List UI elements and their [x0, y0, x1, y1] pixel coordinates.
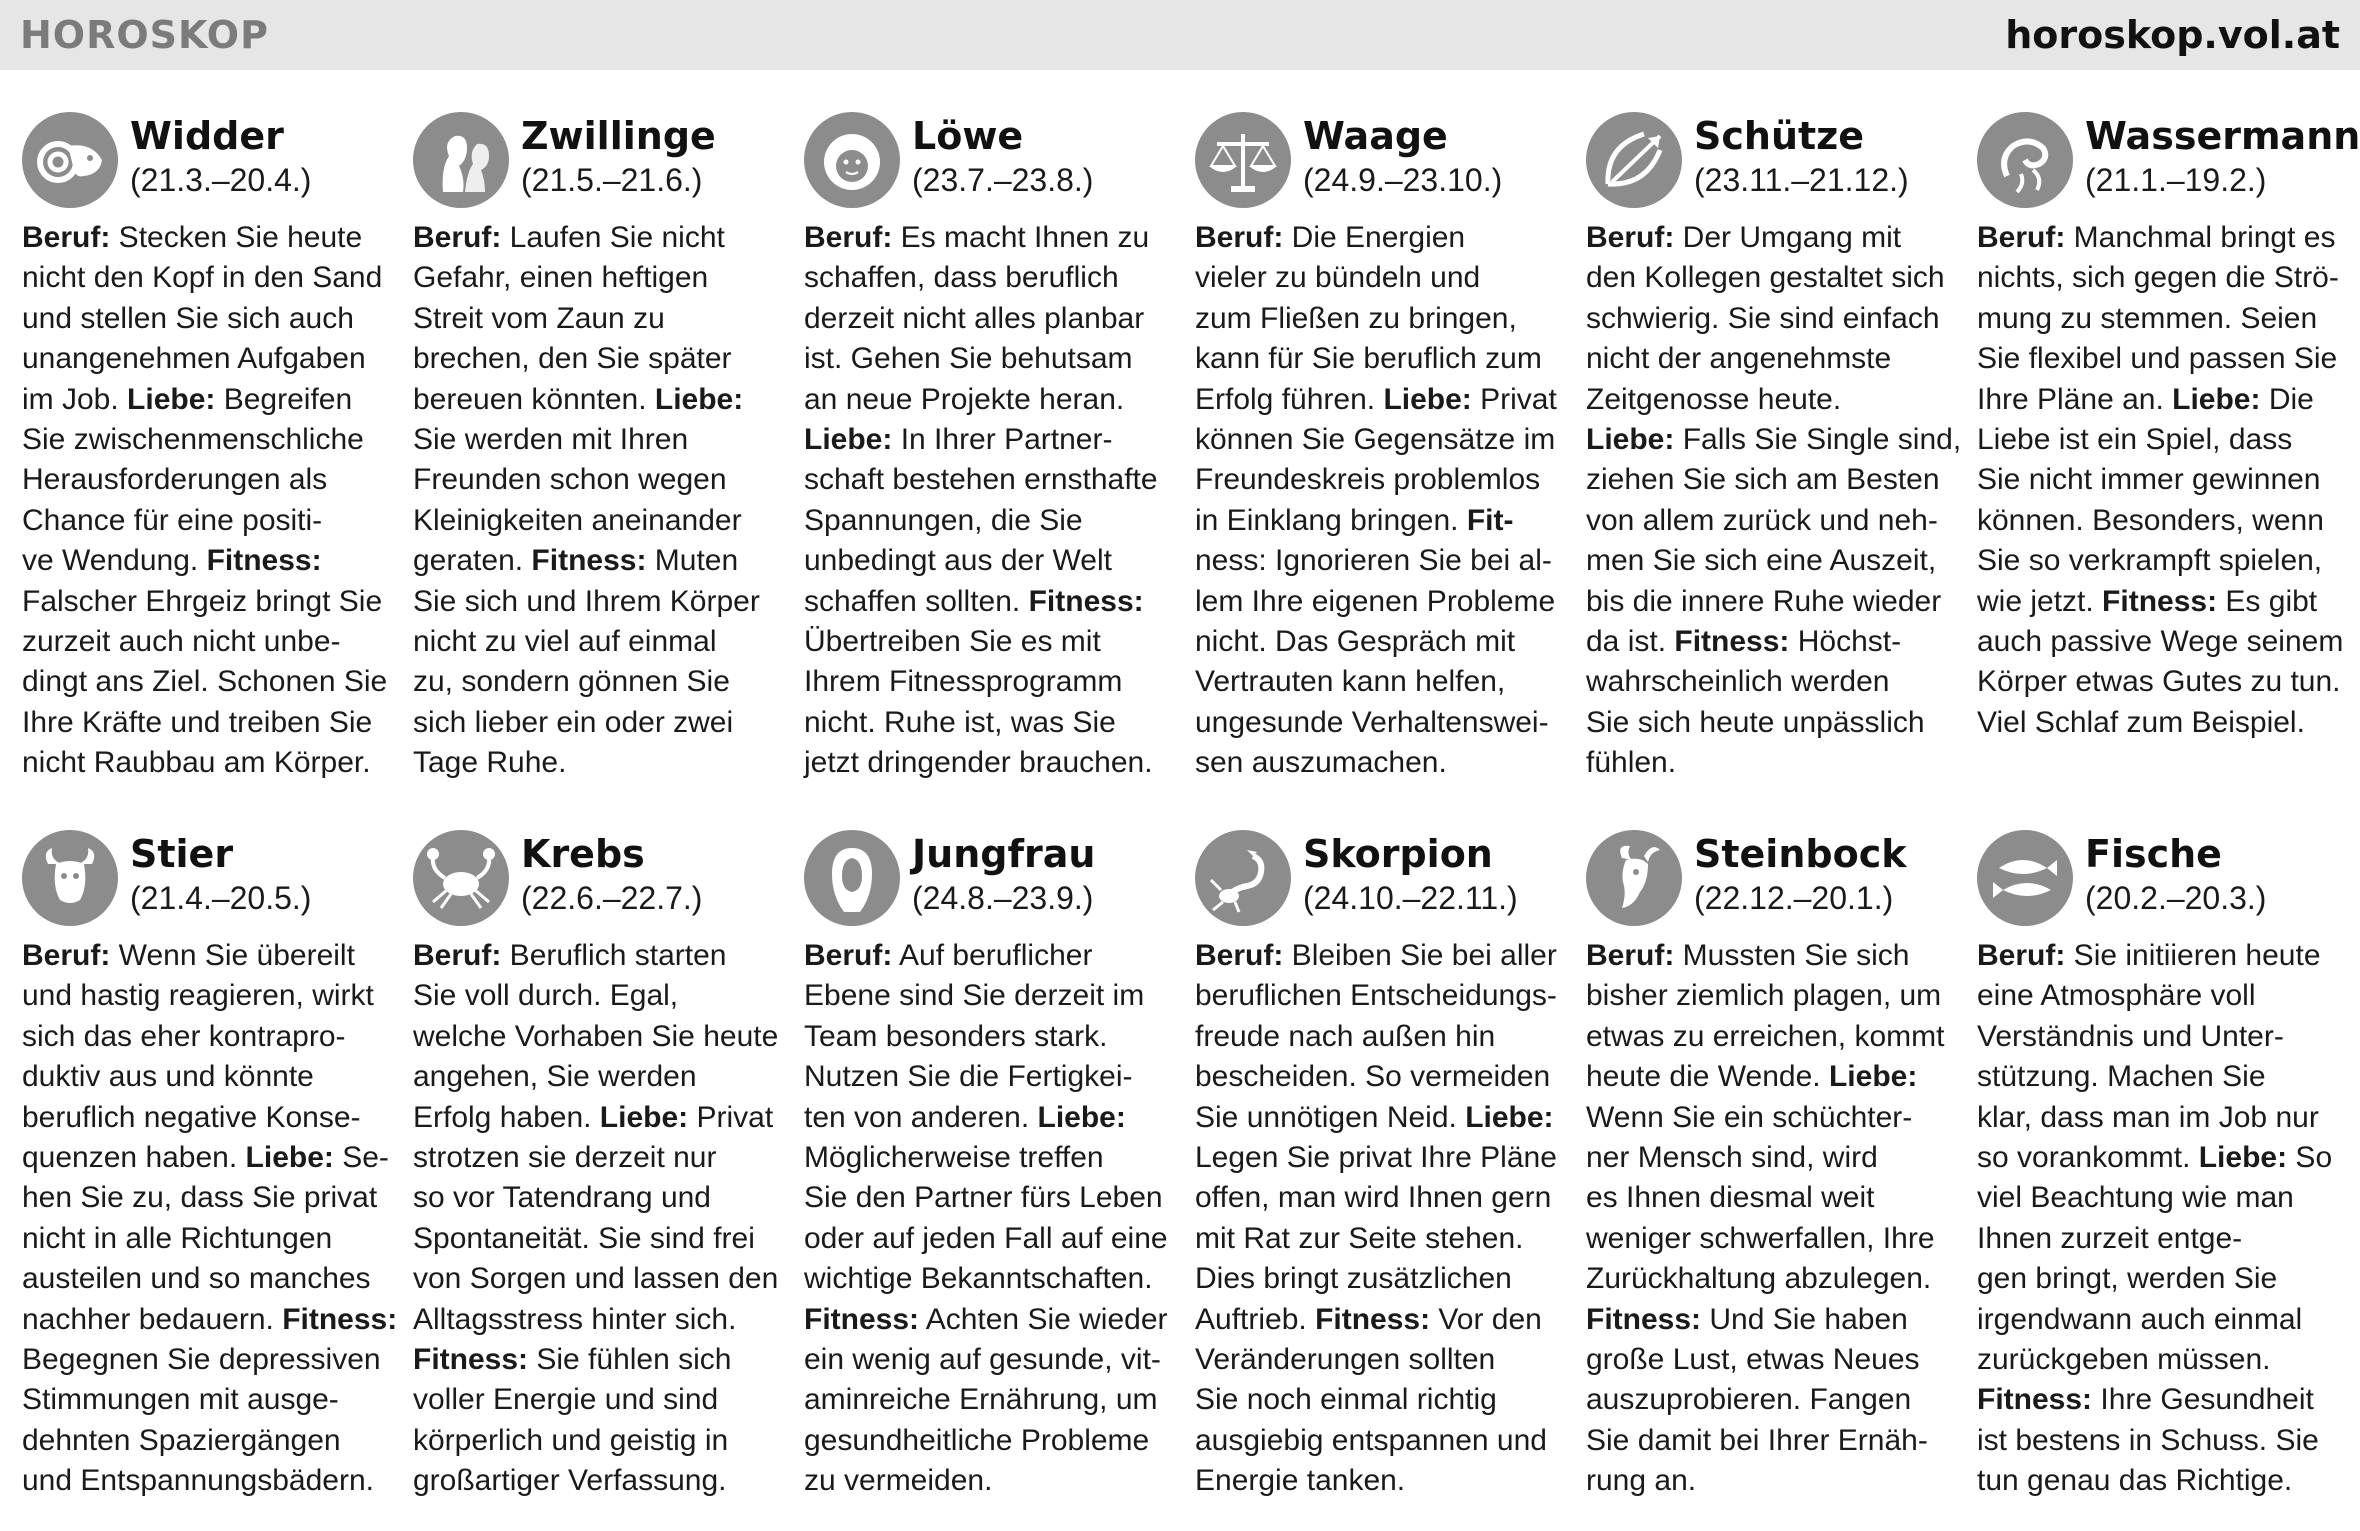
text-line: irgendwann auch einmal: [1977, 1302, 2303, 1336]
text-line: Kleinigkeiten aneinander: [413, 503, 742, 537]
text-line: an neue Projekte heran.: [804, 382, 1125, 416]
text-line: Erfolg führen. Liebe: Privat: [1195, 382, 1557, 416]
text-line: ein wenig auf gesunde, vit-: [804, 1343, 1161, 1377]
text-line: Sie noch einmal richtig: [1195, 1383, 1497, 1417]
text-line: unangenehmen Aufgaben: [22, 342, 366, 376]
text-line: Verständnis und Unter-: [1977, 1019, 2284, 1053]
text-line: nicht zu viel auf einmal: [413, 625, 717, 659]
text-line: nichts, sich gegen die Strö-: [1977, 261, 2339, 295]
text-line: gesundheitliche Probleme: [804, 1423, 1150, 1457]
sign-header: [1977, 830, 2345, 930]
sign-header: [804, 830, 1172, 930]
text-line: Beruf: Wenn Sie übereilt: [22, 939, 355, 972]
sign-card-krebs: [413, 830, 781, 1502]
text-line: viel Beachtung wie man: [1977, 1181, 2294, 1215]
sign-name: Widder: [130, 114, 284, 158]
text-line: von allem zurück und neh-: [1586, 503, 1938, 537]
sign-dates: (24.8.–23.9.): [912, 880, 1094, 916]
text-line: Zeitgenosse heute.: [1586, 382, 1842, 416]
text-line: nicht. Das Gespräch mit: [1195, 625, 1516, 659]
text-line: Beruf: Laufen Sie nicht: [413, 221, 725, 254]
sign-name: Waage: [1303, 114, 1448, 158]
sign-card-löwe: [804, 112, 1172, 784]
text-line: mung zu stemmen. Seien: [1977, 301, 2318, 335]
sign-name: Wassermann: [2085, 114, 2360, 158]
text-line: Alltagsstress hinter sich.: [413, 1302, 737, 1336]
sign-dates: (22.6.–22.7.): [521, 880, 703, 916]
sign-card-stier: [22, 830, 398, 1502]
sign-header: [413, 830, 781, 930]
sign-text: [804, 936, 1172, 1502]
text-line: oder auf jeden Fall auf eine: [804, 1221, 1168, 1255]
sign-name: Zwillinge: [521, 114, 716, 158]
text-line: rung an.: [1586, 1464, 1697, 1498]
text-line: weniger schwerfallen, Ihre: [1586, 1221, 1935, 1255]
text-line: so vor Tatendrang und: [413, 1181, 711, 1215]
text-line: stützung. Machen Sie: [1977, 1060, 2266, 1094]
text-line: offen, man wird Ihnen gern: [1195, 1181, 1552, 1215]
text-line: welche Vorhaben Sie heute: [413, 1019, 779, 1053]
text-line: Gefahr, einen heftigen: [413, 261, 709, 295]
text-line: beruflichen Entscheidungs-: [1195, 979, 1557, 1013]
text-line: es Ihnen diesmal weit: [1586, 1181, 1875, 1215]
sign-text: [804, 218, 1172, 784]
sign-header: [22, 830, 390, 930]
text-line: von Sorgen und lassen den: [413, 1262, 779, 1296]
text-line: nicht der angenehmste: [1586, 342, 1892, 376]
text-line: und stellen Sie sich auch: [22, 301, 354, 335]
sign-text: [22, 218, 390, 784]
sign-dates: (21.1.–19.2.): [2085, 162, 2267, 198]
sign-header: [1586, 830, 1954, 930]
sign-card-fische: [1977, 830, 2345, 1502]
sign-header: [1195, 830, 1563, 930]
text-line: quenzen haben. Liebe: Se-: [22, 1141, 389, 1175]
text-line: men Sie sich eine Auszeit,: [1586, 544, 1937, 578]
text-line: Spannungen, die Sie: [804, 503, 1083, 537]
sign-card-steinbock: [1586, 830, 1954, 1502]
text-line: sich lieber ein oder zwei: [413, 705, 734, 739]
twins-icon: [413, 112, 509, 208]
page-header: [0, 0, 2360, 70]
sign-header: [1195, 112, 1563, 212]
text-line: heute die Wende. Liebe:: [1586, 1060, 1918, 1094]
text-line: Möglicherweise treffen: [804, 1141, 1104, 1175]
text-line: auch passive Wege seinem: [1977, 625, 2344, 659]
text-line: zu, sondern gönnen Sie: [413, 665, 730, 699]
text-line: brechen, den Sie später: [413, 342, 732, 376]
text-line: und hastig reagieren, wirkt: [22, 979, 374, 1013]
text-line: freude nach außen hin: [1195, 1019, 1496, 1053]
text-line: voller Energie und sind: [413, 1383, 719, 1417]
sign-header: [1586, 112, 1954, 212]
sign-text: [413, 936, 781, 1502]
text-line: nicht den Kopf in den Sand: [22, 261, 383, 295]
sign-dates: (21.5.–21.6.): [521, 162, 703, 198]
sign-header: [22, 112, 390, 212]
text-line: Beruf: Beruflich starten: [413, 939, 727, 972]
sign-name: Schütze: [1694, 114, 1865, 158]
text-line: jetzt dringender brauchen.: [804, 746, 1153, 780]
text-line: eine Atmosphäre voll: [1977, 979, 2256, 1013]
text-line: aminreiche Ernährung, um: [804, 1383, 1158, 1417]
lion-icon: [804, 112, 900, 208]
text-line: Legen Sie privat Ihre Pläne: [1195, 1141, 1557, 1175]
text-line: geraten. Fitness: Muten: [413, 544, 739, 578]
text-line: Falscher Ehrgeiz bringt Sie: [22, 584, 383, 618]
text-line: Beruf: Es macht Ihnen zu: [804, 221, 1150, 254]
text-line: körperlich und geistig in: [413, 1423, 729, 1457]
section-title: HOROSKOP: [20, 13, 269, 57]
text-line: Tage Ruhe.: [413, 746, 567, 780]
text-line: bereuen könnten. Liebe:: [413, 382, 744, 416]
text-line: austeilen und so manches: [22, 1262, 371, 1296]
text-line: lem Ihre eigenen Probleme: [1195, 584, 1556, 618]
text-line: Sie unnötigen Neid. Liebe:: [1195, 1100, 1554, 1134]
site-url: horoskop.vol.at: [2005, 13, 2340, 57]
text-line: Fitness: Sie fühlen sich: [413, 1343, 732, 1377]
text-line: ungesunde Verhaltenswei-: [1195, 705, 1549, 739]
text-line: Sie damit bei Ihrer Ernäh-: [1586, 1423, 1928, 1457]
text-line: Sie sich und Ihrem Körper: [413, 584, 760, 618]
text-line: bescheiden. So vermeiden: [1195, 1060, 1551, 1094]
text-line: Spontaneität. Sie sind frei: [413, 1221, 755, 1255]
text-line: schaft bestehen ernsthafte: [804, 463, 1158, 497]
sign-card-zwillinge: [413, 112, 781, 784]
virgin-icon: [804, 830, 900, 926]
text-line: Auftrieb. Fitness: Vor den: [1195, 1302, 1542, 1336]
text-line: Sie werden mit Ihren: [413, 423, 689, 457]
sign-name: Jungfrau: [912, 832, 1096, 876]
text-line: Chance für eine positi-: [22, 503, 323, 537]
text-line: fühlen.: [1586, 746, 1677, 780]
sign-card-wassermann: [1977, 112, 2360, 743]
text-line: Veränderungen sollten: [1195, 1343, 1496, 1377]
sign-text: [22, 936, 398, 1502]
text-line: ist. Gehen Sie behutsam: [804, 342, 1133, 376]
sign-card-schütze: [1586, 112, 1962, 784]
text-line: duktiv aus und könnte: [22, 1060, 314, 1094]
text-line: etwas zu erreichen, kommt: [1586, 1019, 1945, 1053]
sign-name: Löwe: [912, 114, 1024, 158]
text-line: ist bestens in Schuss. Sie: [1977, 1423, 2319, 1457]
text-line: schaffen, dass beruflich: [804, 261, 1119, 295]
text-line: Beruf: Stecken Sie heute: [22, 221, 363, 254]
text-line: klar, dass man im Job nur: [1977, 1100, 2319, 1134]
sign-dates: (23.7.–23.8.): [912, 162, 1094, 198]
text-line: Ihre Kräfte und treiben Sie: [22, 705, 373, 739]
sign-header: [1977, 112, 2360, 212]
sign-dates: (23.11.–21.12.): [1694, 162, 1909, 198]
sign-card-widder: [22, 112, 390, 784]
scorpion-icon: [1195, 830, 1291, 926]
sign-header: [413, 112, 781, 212]
text-line: tun genau das Richtige.: [1977, 1464, 2293, 1498]
sign-text: [1195, 218, 1563, 784]
text-line: Beruf: Manchmal bringt es: [1977, 221, 2336, 254]
text-line: Übertreiben Sie es mit: [804, 625, 1101, 659]
text-line: ausgiebig entspannen und: [1195, 1423, 1547, 1457]
sign-dates: (24.10.–22.11.): [1303, 880, 1518, 916]
sign-card-waage: [1195, 112, 1563, 784]
text-line: schwierig. Sie sind einfach: [1586, 301, 1940, 335]
text-line: da ist. Fitness: Höchst-: [1586, 625, 1902, 659]
sign-text: [1977, 218, 2345, 743]
text-line: ten von anderen. Liebe:: [804, 1100, 1126, 1134]
text-line: Stimmungen mit ausge-: [22, 1383, 339, 1417]
sign-header: [804, 112, 1172, 212]
text-line: Freunden schon wegen: [413, 463, 727, 497]
text-line: Beruf: Auf beruflicher: [804, 939, 1093, 972]
sign-name: Skorpion: [1303, 832, 1493, 876]
text-line: Liebe: In Ihrer Partner-: [804, 423, 1113, 457]
sign-dates: (21.4.–20.5.): [130, 880, 312, 916]
text-line: Sie voll durch. Egal,: [413, 979, 679, 1013]
text-line: ner Mensch sind, wird: [1586, 1141, 1878, 1175]
sign-dates: (21.3.–20.4.): [130, 162, 312, 198]
text-line: Begegnen Sie depressiven: [22, 1343, 381, 1377]
water-bearer-icon: [1977, 112, 2073, 208]
text-line: strotzen sie derzeit nur: [413, 1141, 717, 1175]
text-line: nachher bedauern. Fitness:: [22, 1302, 398, 1336]
text-line: kann für Sie beruflich zum: [1195, 342, 1542, 376]
text-line: Wenn Sie ein schüchter-: [1586, 1100, 1913, 1134]
text-line: Fitness: Und Sie haben: [1586, 1302, 1908, 1336]
sign-text: [1195, 936, 1563, 1502]
ram-icon: [22, 112, 118, 208]
sign-name: Krebs: [521, 832, 645, 876]
archer-icon: [1586, 112, 1682, 208]
text-line: so vorankommt. Liebe: So: [1977, 1141, 2333, 1175]
text-line: Beruf: Sie initiieren heute: [1977, 939, 2321, 972]
text-line: Beruf: Bleiben Sie bei aller: [1195, 939, 1557, 972]
text-line: Herausforderungen als: [22, 463, 328, 497]
text-line: großartiger Verfassung.: [413, 1464, 727, 1498]
sign-card-skorpion: [1195, 830, 1563, 1502]
text-line: Streit vom Zaun zu: [413, 301, 665, 335]
crab-icon: [413, 830, 509, 926]
text-line: Sie sich heute unpässlich: [1586, 705, 1925, 739]
text-line: derzeit nicht alles planbar: [804, 301, 1145, 335]
sign-text: [413, 218, 781, 784]
text-line: wichtige Bekanntschaften.: [804, 1262, 1153, 1296]
text-line: Viel Schlaf zum Beispiel.: [1977, 705, 2305, 739]
text-line: Energie tanken.: [1195, 1464, 1406, 1498]
text-line: Sie nicht immer gewinnen: [1977, 463, 2321, 497]
sign-name: Stier: [130, 832, 234, 876]
text-line: dingt ans Ziel. Schonen Sie: [22, 665, 388, 699]
text-line: nicht in alle Richtungen: [22, 1221, 333, 1255]
sign-dates: (20.2.–20.3.): [2085, 880, 2267, 916]
text-line: wie jetzt. Fitness: Es gibt: [1977, 584, 2318, 618]
text-line: den Kollegen gestaltet sich: [1586, 261, 1945, 295]
text-line: ziehen Sie sich am Besten: [1586, 463, 1940, 497]
text-line: Vertrauten kann helfen,: [1195, 665, 1506, 699]
text-line: Ihrem Fitnessprogramm: [804, 665, 1123, 699]
text-line: und Entspannungsbädern.: [22, 1464, 374, 1498]
sign-dates: (22.12.–20.1.): [1694, 880, 1894, 916]
sign-card-jungfrau: [804, 830, 1172, 1502]
text-line: in Einklang bringen. Fit-: [1195, 503, 1514, 537]
text-line: Ihre Pläne an. Liebe: Die: [1977, 382, 2314, 416]
text-line: sen auszumachen.: [1195, 746, 1447, 780]
text-line: zurzeit auch nicht unbe-: [22, 625, 341, 659]
sign-name: Steinbock: [1694, 832, 1907, 876]
text-line: zum Fließen zu bringen,: [1195, 301, 1517, 335]
text-line: unbedingt aus der Welt: [804, 544, 1112, 578]
sign-text: [1977, 936, 2345, 1502]
text-line: Beruf: Mussten Sie sich: [1586, 939, 1910, 972]
text-line: Beruf: Der Umgang mit: [1586, 221, 1902, 254]
sign-name: Fische: [2085, 832, 2222, 876]
text-line: zurückgeben müssen.: [1977, 1343, 2271, 1377]
text-line: Ihnen zurzeit entge-: [1977, 1221, 2243, 1255]
text-line: gen bringt, werden Sie: [1977, 1262, 2278, 1296]
text-line: Beruf: Die Energien: [1195, 221, 1466, 254]
text-line: Team besonders stark.: [804, 1019, 1108, 1053]
text-line: können Sie Gegensätze im: [1195, 423, 1556, 457]
text-line: angehen, Sie werden: [413, 1060, 697, 1094]
text-line: mit Rat zur Seite stehen.: [1195, 1221, 1524, 1255]
text-line: sich das eher kontrapro-: [22, 1019, 346, 1053]
text-line: nicht Raubbau am Körper.: [22, 746, 371, 780]
text-line: Erfolg haben. Liebe: Privat: [413, 1100, 774, 1134]
text-line: Sie flexibel und passen Sie: [1977, 342, 2338, 376]
text-line: Sie den Partner fürs Leben: [804, 1181, 1163, 1215]
text-line: im Job. Liebe: Begreifen: [22, 382, 353, 416]
text-line: Fitness: Ihre Gesundheit: [1977, 1383, 2314, 1417]
bull-icon: [22, 830, 118, 926]
text-line: zu vermeiden.: [804, 1464, 993, 1498]
text-line: schaffen sollten. Fitness:: [804, 584, 1144, 618]
text-line: hen Sie zu, dass Sie privat: [22, 1181, 378, 1215]
text-line: Zurückhaltung abzulegen.: [1586, 1262, 1932, 1296]
text-line: dehnten Spaziergängen: [22, 1423, 341, 1457]
text-line: ve Wendung. Fitness:: [22, 544, 322, 578]
text-line: Körper etwas Gutes zu tun.: [1977, 665, 2341, 699]
text-line: Fitness: Achten Sie wieder: [804, 1302, 1168, 1336]
text-line: ness: Ignorieren Sie bei al-: [1195, 544, 1552, 578]
scales-icon: [1195, 112, 1291, 208]
text-line: wahrscheinlich werden: [1586, 665, 1890, 699]
text-line: Liebe: Falls Sie Single sind,: [1586, 423, 1962, 457]
text-line: Freundeskreis problemlos: [1195, 463, 1541, 497]
text-line: bisher ziemlich plagen, um: [1586, 979, 1942, 1013]
sign-text: [1586, 936, 1954, 1502]
sign-dates: (24.9.–23.10.): [1303, 162, 1503, 198]
text-line: Sie zwischenmenschliche: [22, 423, 364, 457]
capricorn-icon: [1586, 830, 1682, 926]
sign-text: [1586, 218, 1962, 784]
text-line: Nutzen Sie die Fertigkei-: [804, 1060, 1133, 1094]
text-line: nicht. Ruhe ist, was Sie: [804, 705, 1116, 739]
text-line: Liebe ist ein Spiel, dass: [1977, 423, 2293, 457]
text-line: können. Besonders, wenn: [1977, 503, 2324, 537]
text-line: Ebene sind Sie derzeit im: [804, 979, 1145, 1013]
text-line: vieler zu bündeln und: [1195, 261, 1481, 295]
text-line: große Lust, etwas Neues: [1586, 1343, 1920, 1377]
text-line: bis die innere Ruhe wieder: [1586, 584, 1942, 618]
fish-icon: [1977, 830, 2073, 926]
text-line: Sie so verkrampft spielen,: [1977, 544, 2323, 578]
text-line: auszuprobieren. Fangen: [1586, 1383, 1912, 1417]
text-line: beruflich negative Konse-: [22, 1100, 361, 1134]
text-line: Dies bringt zusätzlichen: [1195, 1262, 1512, 1296]
